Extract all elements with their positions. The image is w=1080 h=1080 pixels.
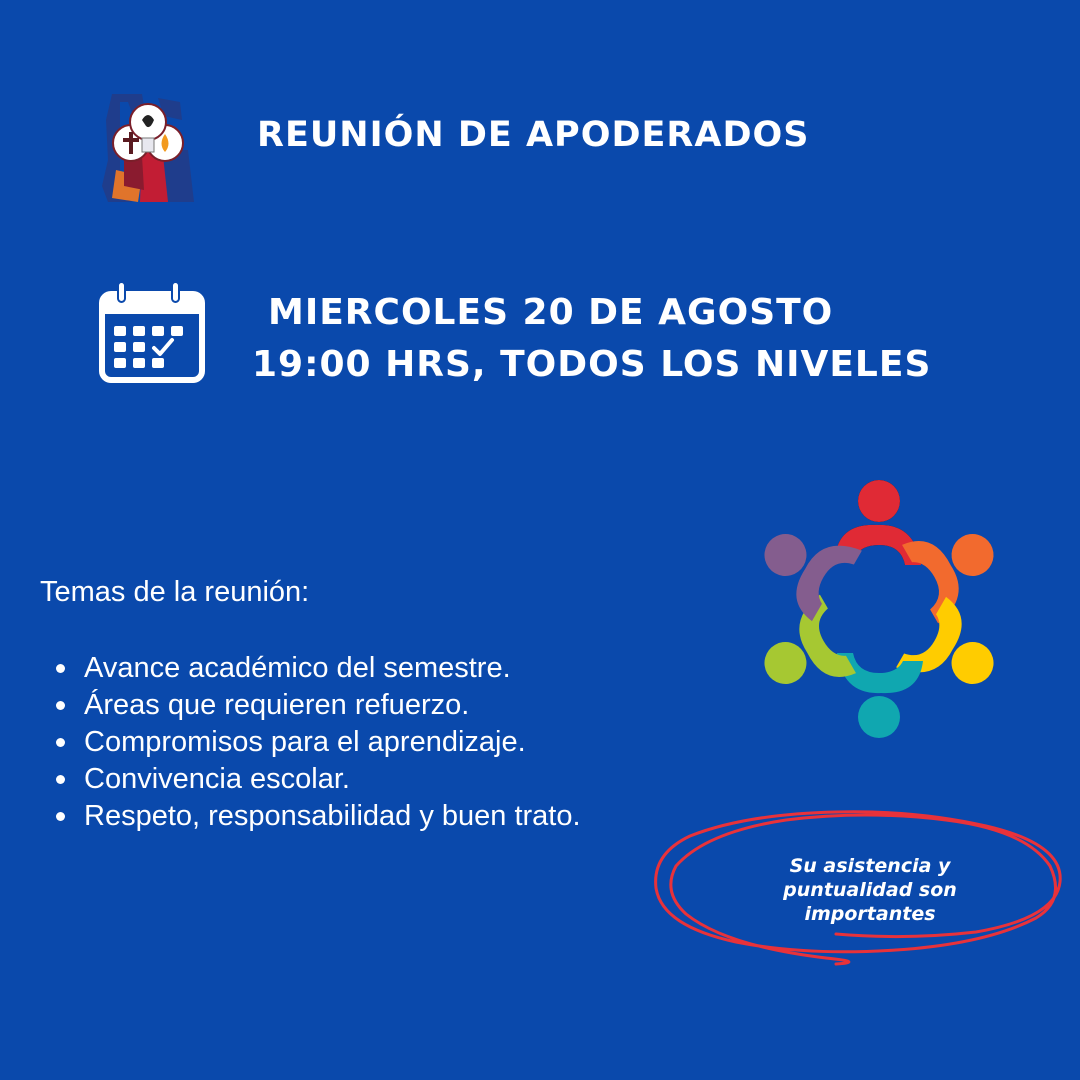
- list-item: [40, 798, 640, 835]
- list-item: [40, 761, 640, 798]
- bullet-icon: [56, 812, 65, 821]
- bullet-icon: [56, 738, 65, 747]
- school-crest-logo: [98, 90, 198, 205]
- topics-heading: Temas de la reunión:: [40, 576, 310, 608]
- event-time-levels: 19:00 HRS, TODOS LOS NIVELES: [252, 344, 932, 385]
- list-item-text: Avance académico del semestre.: [84, 652, 511, 684]
- list-item-text: Áreas que requieren refuerzo.: [84, 689, 470, 721]
- callout-line: importantes: [804, 903, 936, 925]
- list-item: [40, 650, 640, 687]
- bullet-icon: [56, 701, 65, 710]
- list-item: [40, 724, 640, 761]
- bullet-icon: [56, 775, 65, 784]
- person-purple: [748, 508, 862, 625]
- page-title: REUNIÓN DE APODERADOS: [257, 115, 810, 155]
- list-item: [40, 687, 640, 724]
- bullet-icon: [56, 664, 65, 673]
- callout-line: puntualidad son: [783, 879, 957, 901]
- list-item-text: Convivencia escolar.: [84, 763, 350, 795]
- topics-list: [40, 650, 640, 835]
- person-yellow: [896, 593, 1010, 710]
- callout-line: Su asistencia y: [789, 855, 951, 877]
- event-date: MIERCOLES 20 DE AGOSTO: [268, 292, 834, 333]
- attendance-callout: [646, 806, 1072, 972]
- calendar-icon: [98, 280, 208, 386]
- list-item-text: Compromisos para el aprendizaje.: [84, 726, 526, 758]
- list-item-text: Respeto, responsabilidad y buen trato.: [84, 800, 581, 832]
- callout-text: [746, 854, 994, 926]
- people-circle-icon: [748, 478, 1010, 740]
